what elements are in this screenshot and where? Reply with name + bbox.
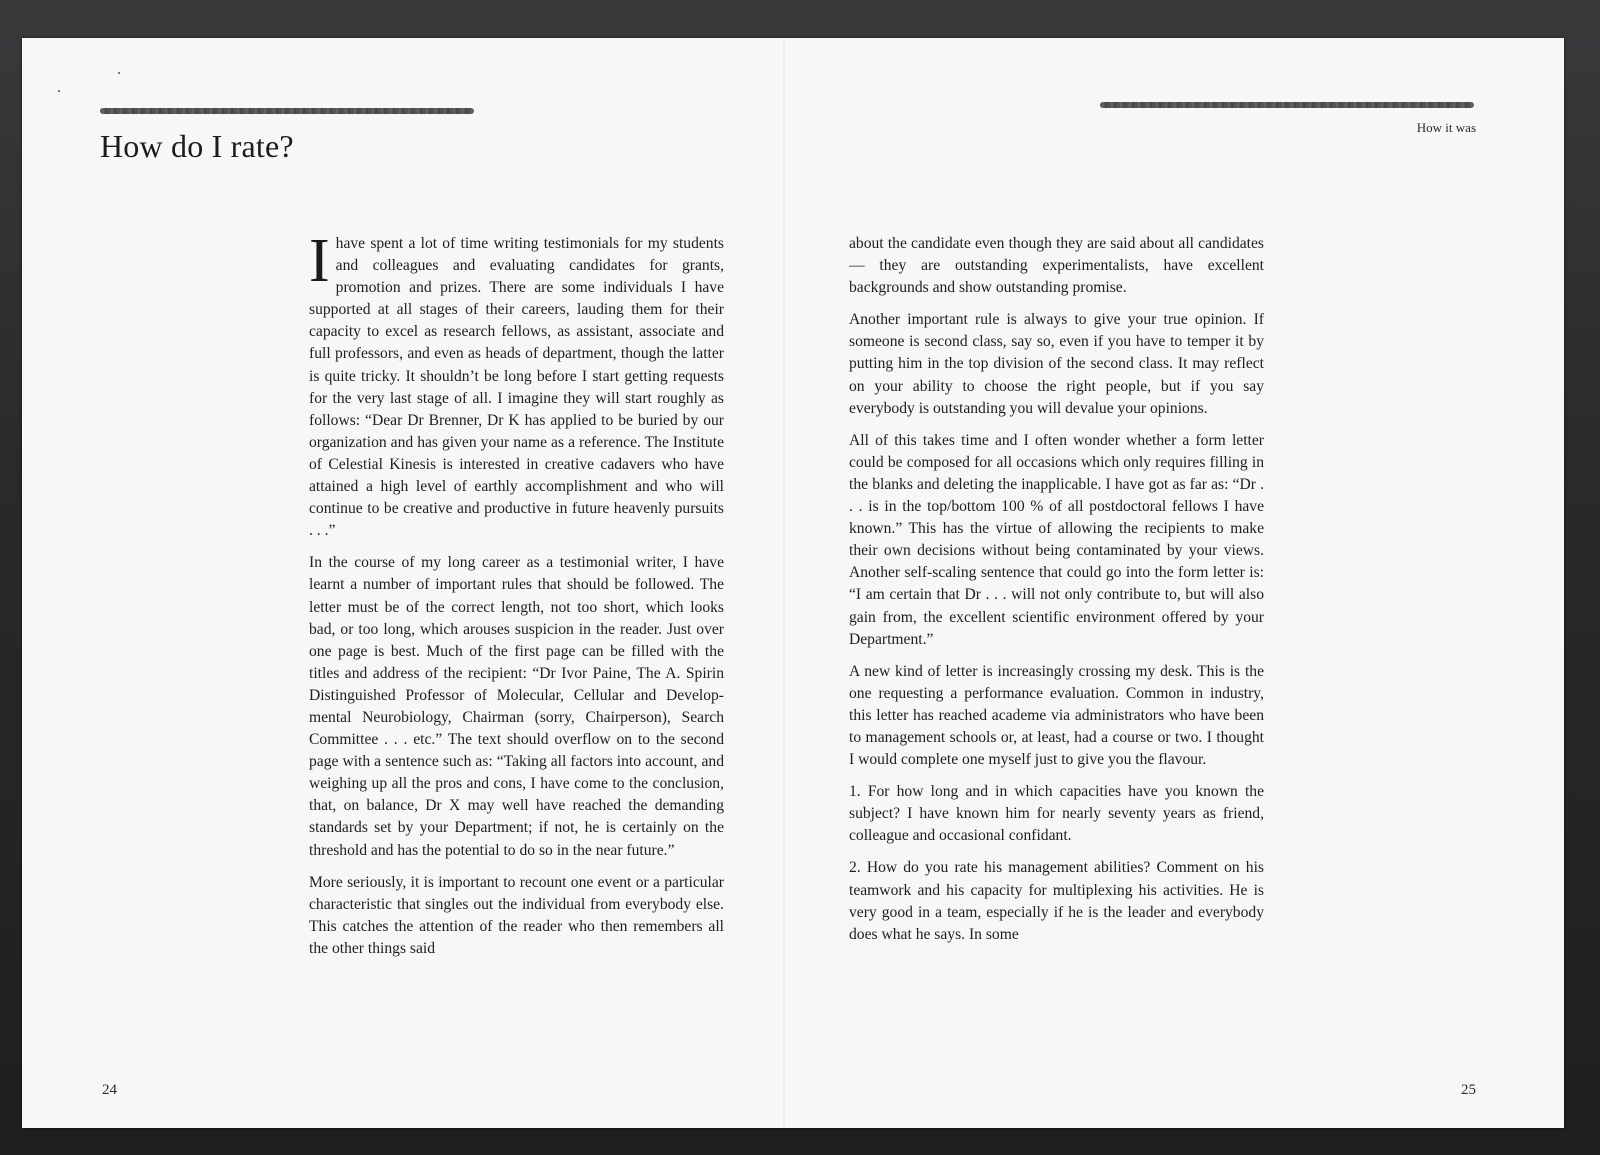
left-text-column	[309, 227, 724, 970]
paragraph: Another important rule is always to give your true opinion. If someone is second class, say so, even if you have to temper it by putting him in the top division of the second class. It may reflect on your ability to choose the right people, but if you say everybody is outstanding you will devalue your opinions.	[849, 311, 1264, 417]
paragraph: 1. For how long and in which capacities have you known the subject? I have known him for nearly seventy years as friend, colleague and occasional confidant.	[849, 783, 1264, 845]
paragraph: All of this takes time and I often wonder whether a form letter could be composed for all occasions which only requires filling in the blanks and deleting the inapplicable. I have got as far as: “Dr . . . is in the top/bottom 100 % of all postdoctoral fellows I have known.” This has the virtue of allowing the recipients to make their own decisions without being contaminated by your views. Another self-scaling sentence that could go into the form letter is: “I am certain that Dr . . . will not only contribute to, but will also gain from, the excellent scientific environment offered by your Department.”	[849, 431, 1264, 648]
paragraph: about the candidate even though they are said about all candidates — they are outstanding experimentalists, have excellent backgrounds and show outstanding promise.	[849, 235, 1264, 297]
paragraph: A new kind of letter is increasingly crossing my desk. This is the one requesting a performance evaluation. Common in industry, this letter has reached academe via administrators who have been to management schools or, at least, had a course or two. I thought I would complete one myself just to give you the flavour.	[849, 662, 1264, 769]
paragraph	[309, 227, 724, 542]
left-header-rule	[100, 108, 474, 114]
dust-speck	[58, 90, 60, 92]
gutter-fold	[783, 38, 785, 1128]
dust-speck	[118, 72, 120, 74]
paragraph: 2. How do you rate his management abilities? Comment on his teamwork and his capacity for multiplexing his activities. He is very good in a team, especially if he is the leader and everybody does what he says. In some	[849, 859, 1264, 943]
page-number-right: 25	[1461, 1082, 1476, 1098]
paragraph: More seriously, it is important to recount one event or a particular characteristic that singles out the individual from everybody else. This catches the attention of the reader who then remembers all the other things said	[309, 873, 724, 957]
paragraph: In the course of my long career as a testimonial writer, I have learnt a number of important rules that should be followed. The letter must be of the correct length, not too short, which looks bad, or too long, which arouses suspicion in the reader. Just over one page is best. Much of the first page can be filled with the titles and address of the recipient: “Dr Ivor Paine, The A. Spirin Distinguished Professor of Molecular, Cellular and Developmental Neurobiology, Chairman (sorry, Chairperson), Search Committee . . . etc.” The text should overflow on to the second page with a sentence such as: “Taking all factors into account, and weighing up all the pros and cons, I have come to the conclusion, that, on balance, Dr X may well have reached the demanding standards set by your Department; if not, he is certainly on the threshold and has the potential to do so in the near future.”	[309, 554, 724, 859]
chapter-title: How do I rate?	[100, 128, 294, 164]
paragraph-text: have spent a lot of time writing testimonials for my students and colleagues and evaluating candidates for grants, promotion and prizes. There are some individuals I have supported at all stages of their careers, lauding them for their capacity to excel as research fellows, as assistant, associate and full professors, and even as heads of department, though the latter is quite tricky. It shouldn’t be long before I start getting requests for the very last stage of all. I imagine they will start roughly as follows: “Dear Dr Brenner, Dr K has applied to be buried by our organization and has given your name as a reference. The Institute of Celestial Kinesis is interested in creative cadavers who have attained a high level of earthly accomplishment and who will continue to be creative and productive in future heavenly pursuits . . .”	[309, 235, 724, 540]
right-text-column	[849, 233, 1264, 956]
page-number-left: 24	[102, 1082, 117, 1098]
book-spread	[22, 38, 1564, 1128]
running-head: How it was	[1416, 120, 1476, 135]
right-header-rule	[1100, 102, 1474, 108]
drop-cap: I	[309, 227, 330, 295]
